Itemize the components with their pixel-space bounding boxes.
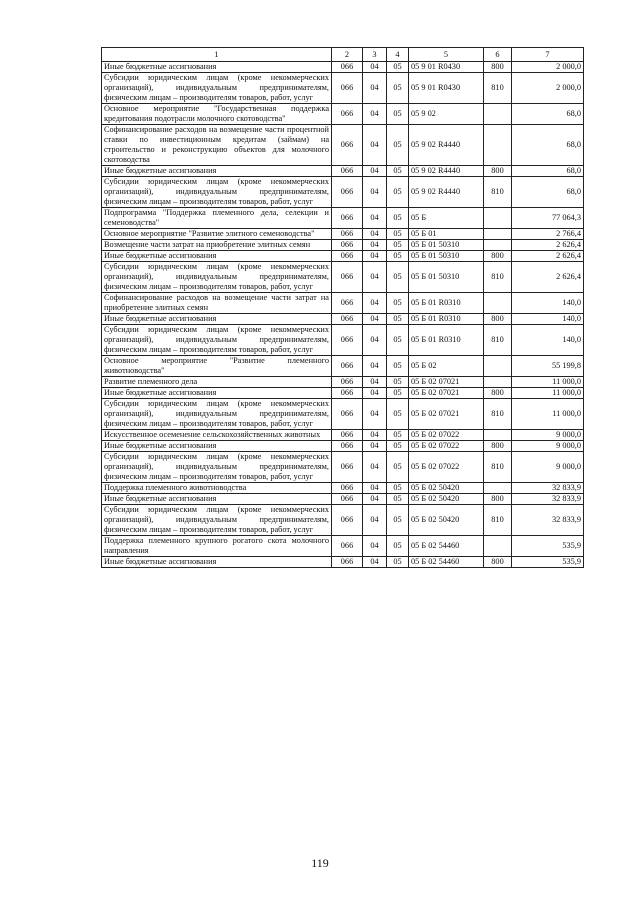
row-expense-type bbox=[484, 229, 512, 240]
row-ministry-code: 066 bbox=[332, 483, 363, 494]
row-subsection-code: 05 bbox=[387, 208, 409, 229]
row-section-code: 04 bbox=[363, 494, 387, 505]
row-expense-type: 810 bbox=[484, 399, 512, 430]
row-amount: 32 833,9 bbox=[512, 483, 584, 494]
row-target-article: 05 Б bbox=[409, 208, 484, 229]
table-row bbox=[102, 262, 584, 293]
row-name: Основное мероприятие "Государственная поддержка кредитования подотрасли молочного скотоводства" bbox=[102, 104, 332, 125]
row-ministry-code: 066 bbox=[332, 62, 363, 73]
row-target-article: 05 9 01 R0430 bbox=[409, 62, 484, 73]
row-ministry-code: 066 bbox=[332, 441, 363, 452]
row-name: Субсидии юридическим лицам (кроме некоммерческих организаций), индивидуальным предпринимателям, физическим лицам – производителям товаров, работ, услуг bbox=[102, 262, 332, 293]
row-subsection-code: 05 bbox=[387, 441, 409, 452]
row-name: Подпрограмма "Поддержка племенного дела, селекции и семеноводства" bbox=[102, 208, 332, 229]
row-section-code: 04 bbox=[363, 240, 387, 251]
row-target-article: 05 Б 02 50420 bbox=[409, 494, 484, 505]
row-ministry-code: 066 bbox=[332, 430, 363, 441]
row-expense-type: 800 bbox=[484, 441, 512, 452]
row-amount: 68,0 bbox=[512, 104, 584, 125]
row-expense-type: 800 bbox=[484, 557, 512, 568]
row-name: Иные бюджетные ассигнования bbox=[102, 494, 332, 505]
row-expense-type: 810 bbox=[484, 325, 512, 356]
row-amount: 77 064,3 bbox=[512, 208, 584, 229]
row-ministry-code: 066 bbox=[332, 494, 363, 505]
row-amount: 2 626,4 bbox=[512, 262, 584, 293]
row-ministry-code: 066 bbox=[332, 177, 363, 208]
row-ministry-code: 066 bbox=[332, 262, 363, 293]
row-target-article: 05 Б 02 07022 bbox=[409, 441, 484, 452]
row-name: Софинансирование расходов на возмещение части затрат на приобретение элитных семян bbox=[102, 293, 332, 314]
row-name: Субсидии юридическим лицам (кроме некоммерческих организаций), индивидуальным предпринимателям, физическим лицам – производителям товаров, работ, услуг bbox=[102, 399, 332, 430]
row-expense-type bbox=[484, 293, 512, 314]
row-subsection-code: 05 bbox=[387, 557, 409, 568]
row-ministry-code: 066 bbox=[332, 356, 363, 377]
row-section-code: 04 bbox=[363, 388, 387, 399]
row-ministry-code: 066 bbox=[332, 166, 363, 177]
table-row bbox=[102, 388, 584, 399]
row-amount: 68,0 bbox=[512, 166, 584, 177]
row-subsection-code: 05 bbox=[387, 314, 409, 325]
row-subsection-code: 05 bbox=[387, 293, 409, 314]
header-row bbox=[102, 48, 584, 62]
table-row bbox=[102, 125, 584, 166]
table-row bbox=[102, 314, 584, 325]
row-amount: 11 000,0 bbox=[512, 399, 584, 430]
row-subsection-code: 05 bbox=[387, 166, 409, 177]
row-ministry-code: 066 bbox=[332, 388, 363, 399]
row-target-article: 05 Б 02 07021 bbox=[409, 388, 484, 399]
row-name: Иные бюджетные ассигнования bbox=[102, 388, 332, 399]
row-target-article: 05 Б 02 50420 bbox=[409, 505, 484, 536]
row-subsection-code: 05 bbox=[387, 356, 409, 377]
row-name: Искусственное осеменение сельскохозяйственных животных bbox=[102, 430, 332, 441]
row-name: Софинансирование расходов на возмещение части процентной ставки по инвестиционным кредитам (займам) на строительство и реконструкцию объектов для молочного скотоводства bbox=[102, 125, 332, 166]
row-section-code: 04 bbox=[363, 62, 387, 73]
table-row bbox=[102, 251, 584, 262]
row-expense-type bbox=[484, 430, 512, 441]
row-amount: 2 626,4 bbox=[512, 251, 584, 262]
row-name: Иные бюджетные ассигнования bbox=[102, 251, 332, 262]
row-expense-type: 800 bbox=[484, 494, 512, 505]
row-name: Основное мероприятие "Развитие элитного семеноводства" bbox=[102, 229, 332, 240]
row-target-article: 05 Б 02 07021 bbox=[409, 399, 484, 430]
row-ministry-code: 066 bbox=[332, 251, 363, 262]
row-ministry-code: 066 bbox=[332, 557, 363, 568]
budget-table bbox=[101, 47, 584, 568]
row-expense-type: 800 bbox=[484, 62, 512, 73]
row-expense-type bbox=[484, 356, 512, 377]
row-expense-type: 800 bbox=[484, 251, 512, 262]
row-name: Иные бюджетные ассигнования bbox=[102, 557, 332, 568]
row-subsection-code: 05 bbox=[387, 177, 409, 208]
row-subsection-code: 05 bbox=[387, 104, 409, 125]
col-header-5: 5 bbox=[409, 48, 484, 62]
row-expense-type bbox=[484, 104, 512, 125]
table-row bbox=[102, 229, 584, 240]
table-row bbox=[102, 208, 584, 229]
table-row bbox=[102, 166, 584, 177]
col-header-1: 1 bbox=[102, 48, 332, 62]
row-expense-type: 810 bbox=[484, 177, 512, 208]
row-section-code: 04 bbox=[363, 229, 387, 240]
row-subsection-code: 05 bbox=[387, 388, 409, 399]
row-expense-type: 800 bbox=[484, 166, 512, 177]
row-section-code: 04 bbox=[363, 104, 387, 125]
row-name: Иные бюджетные ассигнования bbox=[102, 441, 332, 452]
row-expense-type bbox=[484, 483, 512, 494]
row-target-article: 05 9 02 R4440 bbox=[409, 125, 484, 166]
row-target-article: 05 9 02 R4440 bbox=[409, 166, 484, 177]
col-header-7: 7 bbox=[512, 48, 584, 62]
table-row bbox=[102, 483, 584, 494]
row-section-code: 04 bbox=[363, 505, 387, 536]
row-subsection-code: 05 bbox=[387, 251, 409, 262]
row-ministry-code: 066 bbox=[332, 377, 363, 388]
row-name: Иные бюджетные ассигнования bbox=[102, 62, 332, 73]
row-amount: 140,0 bbox=[512, 325, 584, 356]
row-subsection-code: 05 bbox=[387, 430, 409, 441]
row-target-article: 05 Б 01 50310 bbox=[409, 240, 484, 251]
row-subsection-code: 05 bbox=[387, 483, 409, 494]
row-target-article: 05 Б 01 R0310 bbox=[409, 293, 484, 314]
row-section-code: 04 bbox=[363, 125, 387, 166]
row-expense-type bbox=[484, 536, 512, 557]
row-ministry-code: 066 bbox=[332, 125, 363, 166]
row-section-code: 04 bbox=[363, 208, 387, 229]
row-expense-type bbox=[484, 240, 512, 251]
table-row bbox=[102, 494, 584, 505]
col-header-2: 2 bbox=[332, 48, 363, 62]
table-row bbox=[102, 104, 584, 125]
row-target-article: 05 Б 01 50310 bbox=[409, 262, 484, 293]
row-section-code: 04 bbox=[363, 251, 387, 262]
row-name: Иные бюджетные ассигнования bbox=[102, 166, 332, 177]
row-target-article: 05 Б 01 bbox=[409, 229, 484, 240]
row-section-code: 04 bbox=[363, 325, 387, 356]
row-subsection-code: 05 bbox=[387, 240, 409, 251]
row-name: Субсидии юридическим лицам (кроме некоммерческих организаций), индивидуальным предпринимателям, физическим лицам – производителям товаров, работ, услуг bbox=[102, 177, 332, 208]
row-subsection-code: 05 bbox=[387, 73, 409, 104]
table-row bbox=[102, 240, 584, 251]
row-section-code: 04 bbox=[363, 452, 387, 483]
table-row bbox=[102, 177, 584, 208]
row-amount: 2 000,0 bbox=[512, 73, 584, 104]
row-amount: 68,0 bbox=[512, 125, 584, 166]
row-section-code: 04 bbox=[363, 177, 387, 208]
row-ministry-code: 066 bbox=[332, 314, 363, 325]
row-section-code: 04 bbox=[363, 430, 387, 441]
row-subsection-code: 05 bbox=[387, 494, 409, 505]
col-header-4: 4 bbox=[387, 48, 409, 62]
row-name: Развитие племенного дела bbox=[102, 377, 332, 388]
row-subsection-code: 05 bbox=[387, 399, 409, 430]
row-expense-type: 810 bbox=[484, 452, 512, 483]
row-target-article: 05 Б 01 R0310 bbox=[409, 325, 484, 356]
row-expense-type bbox=[484, 208, 512, 229]
row-subsection-code: 05 bbox=[387, 262, 409, 293]
row-amount: 9 000,0 bbox=[512, 441, 584, 452]
row-expense-type bbox=[484, 125, 512, 166]
table-row bbox=[102, 441, 584, 452]
table-row bbox=[102, 505, 584, 536]
row-ministry-code: 066 bbox=[332, 399, 363, 430]
row-target-article: 05 Б 02 bbox=[409, 356, 484, 377]
row-expense-type: 810 bbox=[484, 262, 512, 293]
row-subsection-code: 05 bbox=[387, 536, 409, 557]
row-expense-type: 800 bbox=[484, 314, 512, 325]
row-section-code: 04 bbox=[363, 293, 387, 314]
table-row bbox=[102, 452, 584, 483]
table-row bbox=[102, 62, 584, 73]
row-name: Субсидии юридическим лицам (кроме некоммерческих организаций), индивидуальным предпринимателям, физическим лицам – производителям товаров, работ, услуг bbox=[102, 505, 332, 536]
row-ministry-code: 066 bbox=[332, 505, 363, 536]
row-name: Субсидии юридическим лицам (кроме некоммерческих организаций), индивидуальным предпринимателям, физическим лицам – производителям товаров, работ, услуг bbox=[102, 73, 332, 104]
row-ministry-code: 066 bbox=[332, 73, 363, 104]
table-row bbox=[102, 536, 584, 557]
row-subsection-code: 05 bbox=[387, 62, 409, 73]
table-row bbox=[102, 356, 584, 377]
row-amount: 32 833,9 bbox=[512, 494, 584, 505]
row-amount: 535,9 bbox=[512, 557, 584, 568]
row-subsection-code: 05 bbox=[387, 229, 409, 240]
row-section-code: 04 bbox=[363, 262, 387, 293]
row-expense-type bbox=[484, 377, 512, 388]
row-ministry-code: 066 bbox=[332, 536, 363, 557]
row-section-code: 04 bbox=[363, 166, 387, 177]
row-section-code: 04 bbox=[363, 536, 387, 557]
row-section-code: 04 bbox=[363, 483, 387, 494]
row-target-article: 05 9 02 bbox=[409, 104, 484, 125]
row-amount: 9 000,0 bbox=[512, 452, 584, 483]
row-target-article: 05 9 01 R0430 bbox=[409, 73, 484, 104]
row-section-code: 04 bbox=[363, 73, 387, 104]
row-target-article: 05 Б 02 54460 bbox=[409, 557, 484, 568]
row-subsection-code: 05 bbox=[387, 325, 409, 356]
row-amount: 32 833,9 bbox=[512, 505, 584, 536]
row-amount: 535,9 bbox=[512, 536, 584, 557]
row-subsection-code: 05 bbox=[387, 505, 409, 536]
row-expense-type: 810 bbox=[484, 73, 512, 104]
row-target-article: 05 Б 02 07022 bbox=[409, 452, 484, 483]
row-name: Иные бюджетные ассигнования bbox=[102, 314, 332, 325]
row-target-article: 05 Б 02 50420 bbox=[409, 483, 484, 494]
row-target-article: 05 Б 02 07022 bbox=[409, 430, 484, 441]
row-target-article: 05 Б 01 50310 bbox=[409, 251, 484, 262]
row-ministry-code: 066 bbox=[332, 229, 363, 240]
row-name: Субсидии юридическим лицам (кроме некоммерческих организаций), индивидуальным предпринимателям, физическим лицам – производителям товаров, работ, услуг bbox=[102, 325, 332, 356]
row-name: Поддержка племенного крупного рогатого скота молочного направления bbox=[102, 536, 332, 557]
row-amount: 9 000,0 bbox=[512, 430, 584, 441]
row-name: Поддержка племенного животноводства bbox=[102, 483, 332, 494]
row-subsection-code: 05 bbox=[387, 125, 409, 166]
row-ministry-code: 066 bbox=[332, 240, 363, 251]
row-amount: 140,0 bbox=[512, 293, 584, 314]
row-ministry-code: 066 bbox=[332, 208, 363, 229]
row-expense-type: 800 bbox=[484, 388, 512, 399]
row-target-article: 05 Б 01 R0310 bbox=[409, 314, 484, 325]
table-row bbox=[102, 377, 584, 388]
table-row bbox=[102, 325, 584, 356]
col-header-3: 3 bbox=[363, 48, 387, 62]
row-amount: 11 000,0 bbox=[512, 388, 584, 399]
row-section-code: 04 bbox=[363, 377, 387, 388]
row-section-code: 04 bbox=[363, 356, 387, 377]
row-subsection-code: 05 bbox=[387, 377, 409, 388]
row-amount: 2 626,4 bbox=[512, 240, 584, 251]
row-name: Основное мероприятие "Развитие племенного животноводства" bbox=[102, 356, 332, 377]
row-amount: 55 199,8 bbox=[512, 356, 584, 377]
row-subsection-code: 05 bbox=[387, 452, 409, 483]
table-row bbox=[102, 430, 584, 441]
row-amount: 11 000,0 bbox=[512, 377, 584, 388]
row-amount: 2 766,4 bbox=[512, 229, 584, 240]
row-ministry-code: 066 bbox=[332, 325, 363, 356]
table-row bbox=[102, 399, 584, 430]
row-section-code: 04 bbox=[363, 557, 387, 568]
row-section-code: 04 bbox=[363, 314, 387, 325]
col-header-6: 6 bbox=[484, 48, 512, 62]
row-ministry-code: 066 bbox=[332, 293, 363, 314]
row-ministry-code: 066 bbox=[332, 452, 363, 483]
row-target-article: 05 Б 02 54460 bbox=[409, 536, 484, 557]
table-row bbox=[102, 293, 584, 314]
row-expense-type: 810 bbox=[484, 505, 512, 536]
row-section-code: 04 bbox=[363, 441, 387, 452]
row-amount: 2 000,0 bbox=[512, 62, 584, 73]
row-amount: 140,0 bbox=[512, 314, 584, 325]
row-target-article: 05 Б 02 07021 bbox=[409, 377, 484, 388]
table-row bbox=[102, 73, 584, 104]
row-ministry-code: 066 bbox=[332, 104, 363, 125]
page-number: 119 bbox=[311, 856, 329, 870]
table-row bbox=[102, 557, 584, 568]
row-name: Возмещение части затрат на приобретение элитных семян bbox=[102, 240, 332, 251]
row-amount: 68,0 bbox=[512, 177, 584, 208]
row-name: Субсидии юридическим лицам (кроме некоммерческих организаций), индивидуальным предпринимателям, физическим лицам – производителям товаров, работ, услуг bbox=[102, 452, 332, 483]
row-section-code: 04 bbox=[363, 399, 387, 430]
row-target-article: 05 9 02 R4440 bbox=[409, 177, 484, 208]
